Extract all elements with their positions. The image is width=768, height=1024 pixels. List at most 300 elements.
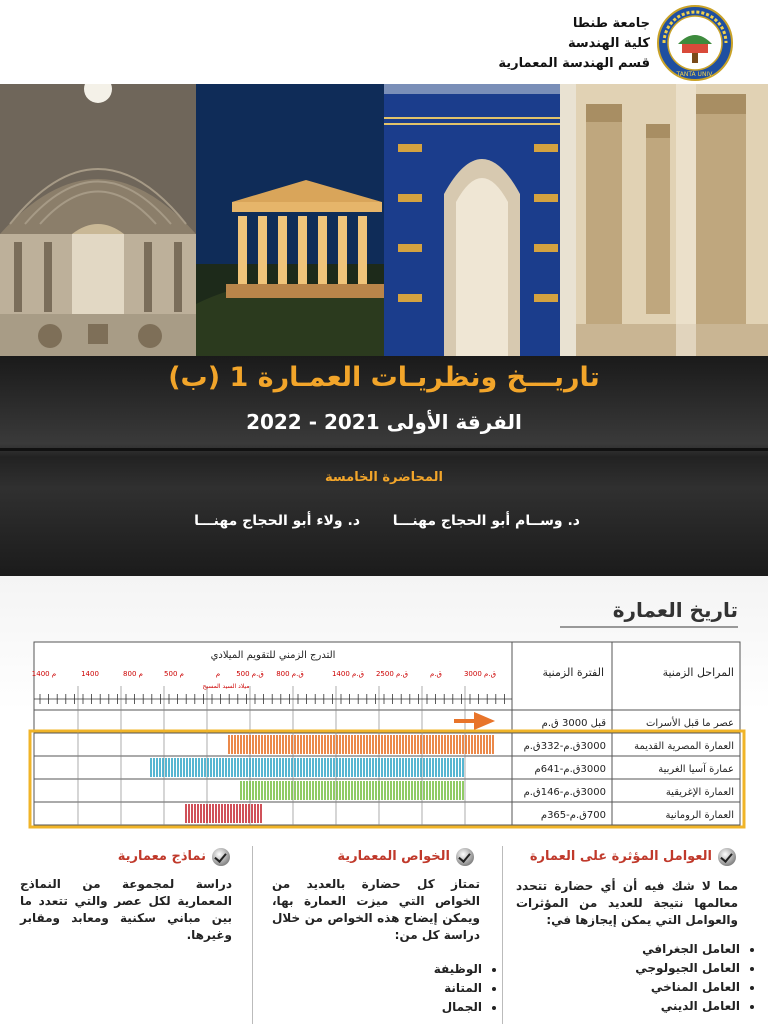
period-bar-stripe [180,758,182,777]
period-bar-stripe [243,781,245,800]
period-bar-stripe [441,781,443,800]
period-bar-stripe [258,758,260,777]
period-bar-stripe [309,735,311,754]
lecture-number: المحاضرة الخامسة [325,470,443,485]
period-bar-stripe [369,781,371,800]
period-bar-stripe [372,758,374,777]
period-bar-stripe [438,781,440,800]
header [0,0,768,84]
period-bar-stripe [330,758,332,777]
period-bar-stripe [381,758,383,777]
row-stage: العمارة الإغريقية [665,787,734,798]
period-bar-stripe [171,758,173,777]
period-bar-stripe [342,735,344,754]
period-bar-stripe [315,735,317,754]
stages-header: المراحل الزمنية [662,666,734,679]
period-bar-stripe [233,804,235,823]
period-bar-stripe [315,758,317,777]
check-icon [456,848,474,866]
period-bar-stripe [258,735,260,754]
period-bar-stripe [336,781,338,800]
period-bar-stripe [306,781,308,800]
period-bar-stripe [228,735,230,754]
period-bar-stripe [321,781,323,800]
period-bar-stripe [414,758,416,777]
period-bar-stripe [339,735,341,754]
row-period: 3000ق.م-332ق.م [523,741,606,752]
period-bar-stripe [408,758,410,777]
period-bar-stripe [327,735,329,754]
properties-list [300,960,498,1017]
period-bar-stripe [162,758,164,777]
period-bar-stripe [426,735,428,754]
period-bar-stripe [396,735,398,754]
period-bar-stripe [363,735,365,754]
row-stage: عمارة آسيا الغربية [658,764,734,775]
period-bar-stripe [303,735,305,754]
period-bar-stripe [279,781,281,800]
author-1: د. وســام أبو الحجاج مهنـــا [392,513,580,529]
period-bar-stripe [153,758,155,777]
period-bar-stripe [339,781,341,800]
period-bar-stripe [216,758,218,777]
period-bar-stripe [321,758,323,777]
period-bar-stripe [426,758,428,777]
row-period: 3000ق.م-146ق.م [523,787,606,798]
scale-label: م [215,670,221,678]
period-bar-stripe [249,758,251,777]
period-bar-stripe [483,735,485,754]
academic-year: الفرقة الأولى 2021 - 2022 [246,410,522,434]
period-bar-stripe [375,758,377,777]
check-icon [212,848,230,866]
period-bar-stripe [426,781,428,800]
university-heading [498,14,650,74]
university-name: جامعة طنطا [572,16,650,31]
period-bar-stripe [453,781,455,800]
scale-label: 3000 ق.م [463,670,497,678]
period-bar-stripe [414,781,416,800]
period-bar-stripe [375,735,377,754]
period-bar-stripe [444,758,446,777]
scale-label: 2500 ق.م [375,670,409,678]
period-bar-stripe [270,758,272,777]
period-bar-stripe [260,804,262,823]
period-bar-stripe [462,781,464,800]
period-bar-stripe [327,758,329,777]
period-bar-stripe [300,781,302,800]
period-bar-stripe [324,735,326,754]
period-bar-stripe [300,735,302,754]
period-bar-stripe [237,735,239,754]
period-bar-stripe [294,781,296,800]
period-bar-stripe [420,735,422,754]
period-bar-stripe [390,781,392,800]
period-bar-stripe [240,735,242,754]
period-bar-stripe [348,735,350,754]
period-bar-stripe [200,804,202,823]
period-bar-stripe [348,781,350,800]
period-bar-stripe [252,781,254,800]
period-bar-stripe [291,758,293,777]
period-bar-stripe [459,758,461,777]
period-bar-stripe [366,758,368,777]
period-bar-stripe [453,758,455,777]
period-bar-stripe [303,781,305,800]
band-divider [0,448,768,451]
period-bar-stripe [309,758,311,777]
period-bar-stripe [270,781,272,800]
period-bar-stripe [405,781,407,800]
period-bar-stripe [408,735,410,754]
factors-list [520,940,756,1016]
period-bar-stripe [165,758,167,777]
period-bar-stripe [291,781,293,800]
period-bar-stripe [183,758,185,777]
period-bar-stripe [441,758,443,777]
period-bar-stripe [227,804,229,823]
period-bar-stripe [432,781,434,800]
period-bar-stripe [189,758,191,777]
period-bar-stripe [219,758,221,777]
period-bar-stripe [228,758,230,777]
column-divider [502,846,503,1024]
period-bar-stripe [276,735,278,754]
period-bar-stripe [245,804,247,823]
period-bar-stripe [194,804,196,823]
period-bar-stripe [471,735,473,754]
university-logo [656,4,734,82]
period-bar-stripe [222,758,224,777]
period-bar-stripe [357,735,359,754]
period-bar-stripe [237,758,239,777]
period-bar-stripe [288,735,290,754]
period-bar-stripe [279,758,281,777]
period-bar-stripe [215,804,217,823]
period-bar-stripe [273,758,275,777]
models-body: دراسة لمجموعة من النماذج المعمارية لكل عصر والتي تتعدد ما بين مباني سكنية ومعابد ومقابر وغيرها. [20,877,232,942]
period-bar-stripe [387,781,389,800]
period-bar-stripe [312,781,314,800]
period-bar-stripe [221,804,223,823]
period-bar-stripe [159,758,161,777]
period-bar-stripe [387,758,389,777]
period-header: الفترة الزمنية [542,666,604,679]
period-bar-stripe [255,758,257,777]
period-bar-stripe [396,758,398,777]
period-bar-stripe [387,735,389,754]
period-bar-stripe [318,758,320,777]
period-bar-stripe [444,781,446,800]
period-bar-stripe [234,758,236,777]
period-bar-stripe [417,735,419,754]
models-heading: نماذج معمارية [117,849,206,864]
period-bar-stripe [456,781,458,800]
row-stage: العمارة المصرية القديمة [634,741,734,752]
period-bar-stripe [291,735,293,754]
period-bar-stripe [363,781,365,800]
scale-header: التدرج الزمني للتقويم الميلادي [210,650,336,661]
row-period: 3000ق.م-641م [534,764,606,775]
period-bar-stripe [396,781,398,800]
list-item: • العامل الديني [520,997,740,1016]
period-bar-stripe [174,758,176,777]
period-bar-stripe [185,804,187,823]
period-bar-stripe [333,735,335,754]
ishtar-gate-photo [384,84,576,356]
period-bar-stripe [399,781,401,800]
period-bar-stripe [429,735,431,754]
period-bar-stripe [450,735,452,754]
period-bar-stripe [435,735,437,754]
period-bar-stripe [195,758,197,777]
period-bar-stripe [393,781,395,800]
period-bar-stripe [402,758,404,777]
period-bar-stripe [378,758,380,777]
period-bar-stripe [156,758,158,777]
period-bar-stripe [246,781,248,800]
period-bar-stripe [399,758,401,777]
period-bar-stripe [249,735,251,754]
period-bar-stripe [294,735,296,754]
period-bar-stripe [423,735,425,754]
period-bar-stripe [390,735,392,754]
period-bar-stripe [459,735,461,754]
period-bar-stripe [342,758,344,777]
period-bar-stripe [420,781,422,800]
period-bar-stripe [236,804,238,823]
period-bar-stripe [360,735,362,754]
period-bar-stripe [384,735,386,754]
period-bar-stripe [254,804,256,823]
period-bar-stripe [264,781,266,800]
period-bar-stripe [435,758,437,777]
period-bar-stripe [288,758,290,777]
properties-heading: الخواص المعمارية [337,849,450,864]
period-bar-stripe [399,735,401,754]
period-bar-stripe [372,781,374,800]
parthenon-photo [196,84,384,356]
period-bar-stripe [306,758,308,777]
period-bar-stripe [330,781,332,800]
period-bar-stripe [198,758,200,777]
period-bar-stripe [327,781,329,800]
period-bar-stripe [261,735,263,754]
period-bar-stripe [438,758,440,777]
period-bar-stripe [354,758,356,777]
period-bar-stripe [402,781,404,800]
period-bar-stripe [252,735,254,754]
period-bar-stripe [267,758,269,777]
list-item: • الجمال [300,998,482,1017]
period-bar-stripe [297,781,299,800]
period-bar-stripe [381,735,383,754]
period-bar-stripe [206,804,208,823]
row-stage: العمارة الرومانية [665,810,734,821]
period-bar-stripe [209,804,211,823]
period-bar-stripe [462,758,464,777]
period-bar-stripe [441,735,443,754]
period-bar-stripe [203,804,205,823]
period-bar-stripe [191,804,193,823]
period-bar-stripe [318,735,320,754]
period-bar-stripe [192,758,194,777]
pantheon-photo [0,84,196,356]
period-bar-stripe [267,781,269,800]
scale-label: 1400 م [31,670,57,678]
period-bar-stripe [411,781,413,800]
period-bar-stripe [246,758,248,777]
period-bar-stripe [435,781,437,800]
period-bar-stripe [231,758,233,777]
period-bar-stripe [390,758,392,777]
period-bar-stripe [459,781,461,800]
period-bar-stripe [321,735,323,754]
period-bar-stripe [480,735,482,754]
period-bar-stripe [429,781,431,800]
period-bar-stripe [234,735,236,754]
period-bar-stripe [393,758,395,777]
period-bar-stripe [240,758,242,777]
period-bar-stripe [360,781,362,800]
period-bar-stripe [213,758,215,777]
list-item: • العامل الجيولوجي [520,959,740,978]
period-bar-stripe [303,758,305,777]
period-bar-stripe [315,781,317,800]
period-bar-stripe [453,735,455,754]
period-bar-stripe [366,781,368,800]
period-bar-stripe [342,781,344,800]
period-bar-stripe [225,758,227,777]
list-item: • العامل الجغرافي [520,940,740,959]
period-bar-stripe [251,804,253,823]
period-bar-stripe [462,735,464,754]
history-title: تاريخ العمارة [612,598,738,622]
period-bar-stripe [333,781,335,800]
row-stage: عصر ما قبل الأسرات [645,718,734,729]
period-bar-stripe [450,781,452,800]
scale-label: 1400 [81,670,99,678]
period-bar-stripe [405,758,407,777]
list-item: • الوظيفة [300,960,482,979]
period-bar-stripe [297,735,299,754]
period-bar-stripe [210,758,212,777]
check-icon [718,848,736,866]
period-bar-stripe [345,781,347,800]
period-bar-stripe [477,735,479,754]
period-bar-stripe [207,758,209,777]
period-bar-stripe [405,735,407,754]
scale-label: 800 م [123,670,143,678]
scale-label: ق.م [430,670,442,678]
period-bar-stripe [309,781,311,800]
period-bar-stripe [246,735,248,754]
period-bar-stripe [270,735,272,754]
period-bar-stripe [255,781,257,800]
period-bar-stripe [369,735,371,754]
period-bar-stripe [330,735,332,754]
period-bar-stripe [363,758,365,777]
period-bar-stripe [230,804,232,823]
period-bar-stripe [248,804,250,823]
scale-label: 500 م [164,670,184,678]
period-bar-stripe [282,781,284,800]
period-bar-stripe [378,781,380,800]
period-bar-stripe [288,781,290,800]
period-bar-stripe [312,758,314,777]
period-bar-stripe [204,758,206,777]
period-bar-stripe [411,758,413,777]
period-bar-stripe [339,758,341,777]
period-bar-stripe [285,781,287,800]
period-bar-stripe [261,758,263,777]
period-bar-stripe [360,758,362,777]
period-bar-stripe [375,781,377,800]
period-bar-stripe [348,758,350,777]
period-bar-stripe [300,758,302,777]
period-bar-stripe [450,758,452,777]
period-bar-stripe [242,804,244,823]
period-bar-stripe [438,735,440,754]
period-bar-stripe [324,758,326,777]
period-bar-stripe [306,735,308,754]
period-bar-stripe [357,758,359,777]
period-bar-stripe [264,735,266,754]
period-bar-stripe [177,758,179,777]
period-bar-stripe [384,781,386,800]
period-bar-stripe [197,804,199,823]
course-title: تاريـــخ ونظريـات العمـارة 1 (ب) [168,362,600,393]
period-bar-stripe [324,781,326,800]
period-bar-stripe [186,758,188,777]
period-bar-stripe [417,781,419,800]
period-bar-stripe [372,735,374,754]
karnak-temple-photo [576,84,768,356]
period-bar-stripe [282,758,284,777]
period-bar-stripe [378,735,380,754]
period-bar-stripe [267,735,269,754]
period-bar-stripe [240,781,242,800]
period-bar-stripe [243,735,245,754]
period-bar-stripe [486,735,488,754]
period-bar-stripe [444,735,446,754]
period-bar-stripe [417,758,419,777]
period-bar-stripe [366,735,368,754]
factors-heading: العوامل المؤثرة على العمارة [529,849,712,864]
period-bar-stripe [492,735,494,754]
photo-strip [0,84,768,356]
period-bar-stripe [423,758,425,777]
period-bar-stripe [318,781,320,800]
period-bar-stripe [252,758,254,777]
faculty-name: كلية الهندسة [568,36,650,51]
period-bar-stripe [402,735,404,754]
period-bar-stripe [474,735,476,754]
period-bar-stripe [432,735,434,754]
period-bar-stripe [465,735,467,754]
period-bar-stripe [279,735,281,754]
period-bar-stripe [264,758,266,777]
period-bar-stripe [357,781,359,800]
list-item: • المتانة [300,979,482,998]
period-bar-stripe [249,781,251,800]
period-bar-stripe [384,758,386,777]
scale-label: 500 ق.م [236,670,264,678]
period-bar-stripe [276,758,278,777]
period-bar-stripe [261,781,263,800]
period-bar-stripe [282,735,284,754]
period-bar-stripe [312,735,314,754]
